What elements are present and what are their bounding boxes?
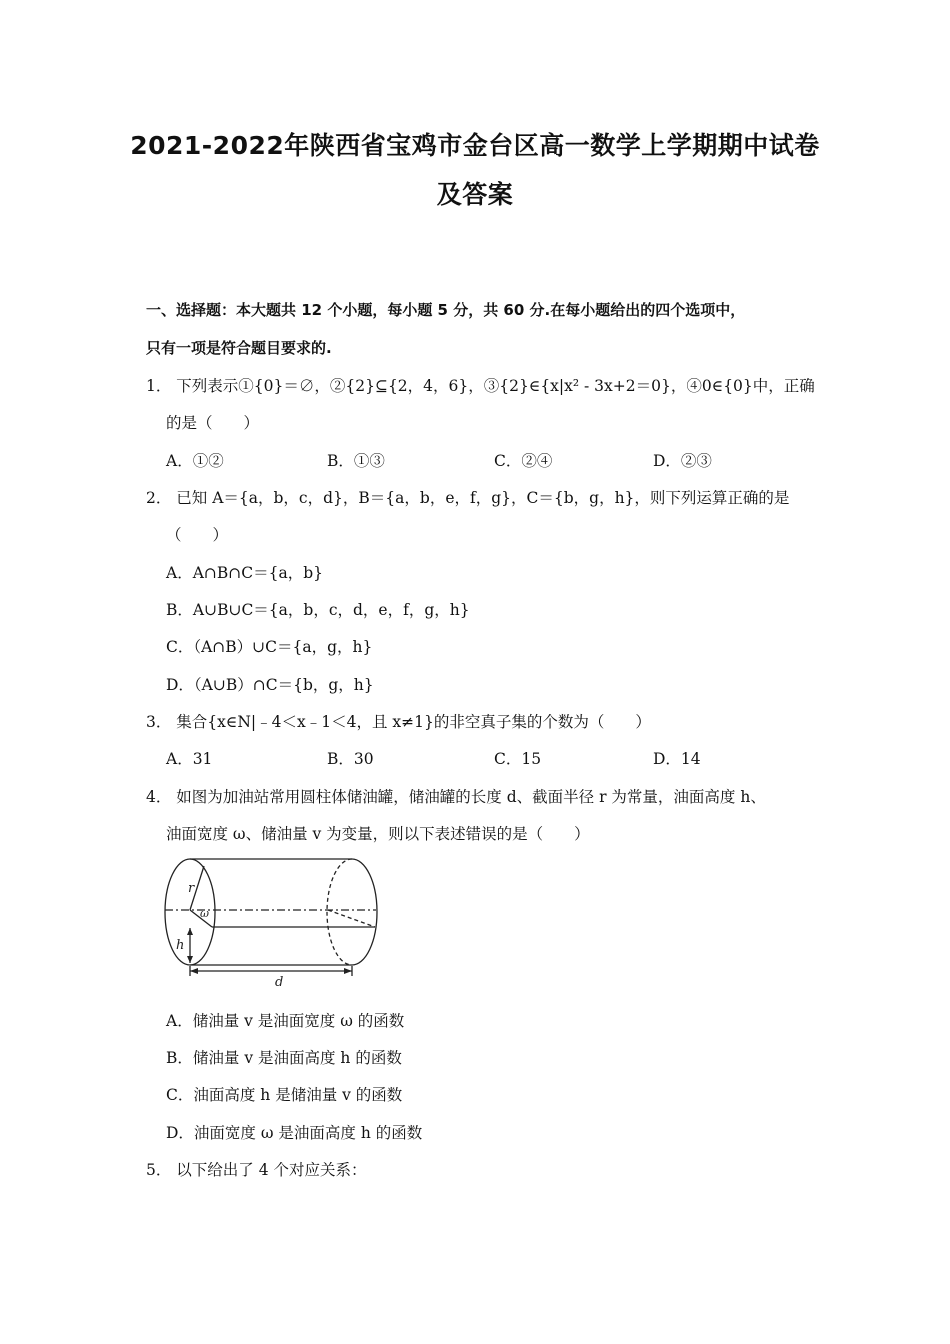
label-h: h — [176, 938, 185, 953]
question-2-text-line-2: （ ） — [166, 526, 229, 544]
question-4-option-a[interactable]: A．储油量 v 是油面宽度 ω 的函数 — [166, 1012, 405, 1030]
label-d: d — [275, 975, 284, 990]
page-title: 2021-2022年陕西省宝鸡市金台区高一数学上学期期中试卷 — [130, 131, 820, 160]
section-heading: 一、选择题：本大题共 12 个小题，每小题 5 分，共 60 分.在每小题给出的四个选项中， — [146, 301, 746, 319]
question-1-option-a[interactable]: A．①② — [166, 452, 224, 470]
question-1-option-c[interactable]: C．②④ — [494, 452, 553, 470]
question-1-option-d[interactable]: D．②③ — [653, 452, 712, 470]
question-1-text-line-2: 的是（ ） — [166, 414, 260, 432]
question-3-option-c[interactable]: C．15 — [494, 750, 542, 768]
question-3-option-b[interactable]: B．30 — [327, 750, 374, 768]
question-4-option-c[interactable]: C．油面高度 h 是储油量 v 的函数 — [166, 1086, 403, 1104]
page-title-line-2: 及答案 — [436, 180, 514, 209]
question-3-option-a[interactable]: A．31 — [166, 750, 213, 768]
question-4-option-d[interactable]: D．油面宽度 ω 是油面高度 h 的函数 — [166, 1124, 423, 1142]
question-2-option-d[interactable]: D．（A∪B）∩C＝{b，g，h} — [166, 676, 374, 694]
label-r: r — [188, 881, 195, 896]
label-omega: ω — [200, 907, 209, 920]
question-3-option-d[interactable]: D．14 — [653, 750, 701, 768]
question-2-option-b[interactable]: B．A∪B∪C＝{a，b，c，d，e，f，g，h} — [166, 601, 470, 619]
right-end-hidden-arc — [327, 859, 352, 965]
question-5-text: 5． 以下给出了 4 个对应关系： — [146, 1161, 367, 1179]
section-heading-line-2: 只有一项是符合题目要求的. — [146, 339, 332, 357]
question-2-option-a[interactable]: A．A∩B∩C＝{a，b} — [166, 564, 323, 582]
question-2-option-c[interactable]: C．（A∩B）∪C＝{a，g，h} — [166, 638, 373, 656]
right-end-visible-arc — [352, 859, 377, 965]
question-2-text: 2． 已知 A＝{a，b，c，d}，B＝{a，b，e，f，g}，C＝{b，g，h}，则下列运算正确的是 — [146, 489, 790, 507]
question-4-text: 4． 如图为加油站常用圆柱体储油罐，储油罐的长度 d、截面半径 r 为常量，油面高度 h、 — [146, 788, 766, 806]
question-4-text-line-2: 油面宽度 ω、储油量 v 为变量，则以下表述错误的是（ ） — [166, 825, 590, 843]
cylinder-tank-figure — [160, 852, 390, 992]
question-1-option-b[interactable]: B．①③ — [327, 452, 385, 470]
right-radius-dashed — [328, 910, 375, 927]
question-4-option-b[interactable]: B．储油量 v 是油面高度 h 的函数 — [166, 1049, 402, 1067]
question-1-text: 1． 下列表示①{0}＝∅，②{2}⊆{2，4，6}，③{2}∈{x|x² - 3x+2＝0}，④0∈{0}中，正确 — [146, 377, 815, 395]
question-3-text: 3． 集合{x∈N|﹣4＜x﹣1＜4，且 x≠1}的非空真子集的个数为（ ） — [146, 713, 651, 731]
